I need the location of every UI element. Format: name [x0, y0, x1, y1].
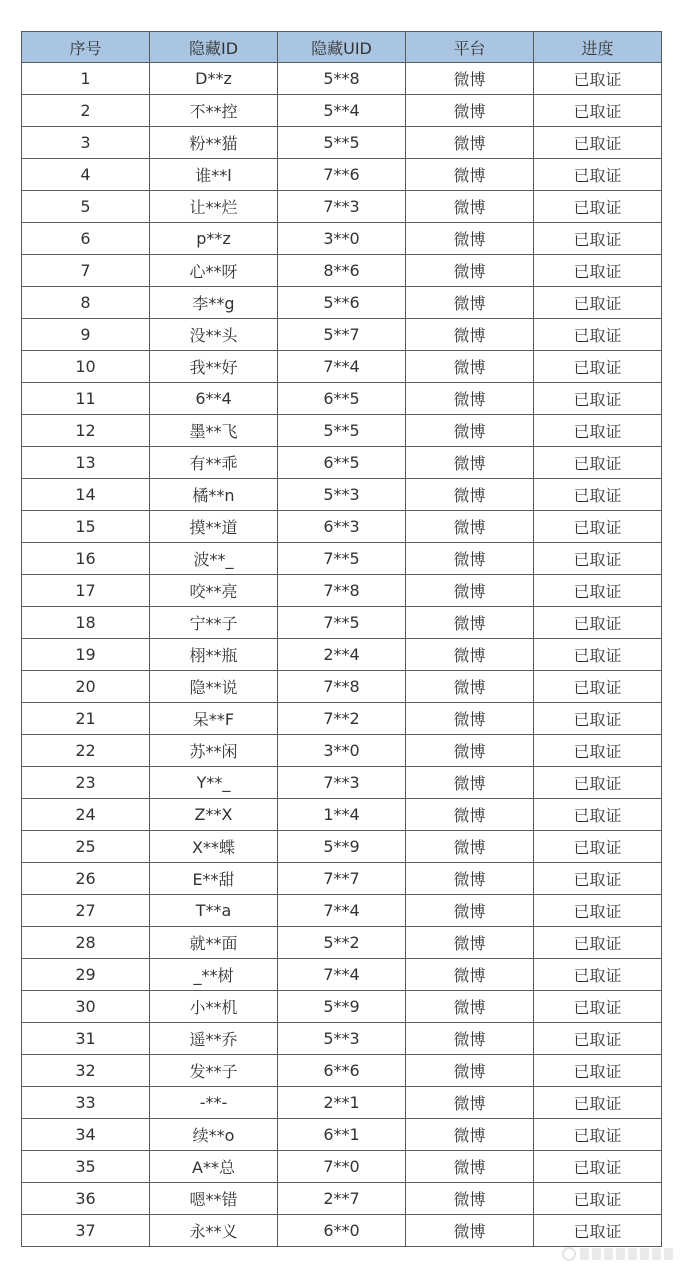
cell-index: 25: [22, 831, 150, 863]
cell-platform: 微博: [406, 319, 534, 351]
cell-platform: 微博: [406, 1023, 534, 1055]
cell-hidden-id: 苏**闲: [150, 735, 278, 767]
table-row: [22, 479, 662, 511]
cell-platform: 微博: [406, 191, 534, 223]
cell-progress: 已取证: [534, 607, 662, 639]
cell-hidden-uid: 3**0: [278, 735, 406, 767]
cell-index: 3: [22, 127, 150, 159]
cell-hidden-uid: 7**2: [278, 703, 406, 735]
cell-index: 36: [22, 1183, 150, 1215]
cell-platform: 微博: [406, 223, 534, 255]
cell-hidden-id: 波**_: [150, 543, 278, 575]
cell-platform: 微博: [406, 895, 534, 927]
table-row: [22, 447, 662, 479]
cell-platform: 微博: [406, 863, 534, 895]
cell-hidden-id: 永**义: [150, 1215, 278, 1247]
cell-index: 14: [22, 479, 150, 511]
cell-hidden-uid: 7**4: [278, 959, 406, 991]
cell-hidden-id: 嗯**错: [150, 1183, 278, 1215]
cell-platform: 微博: [406, 1215, 534, 1247]
cell-index: 17: [22, 575, 150, 607]
table-row: [22, 1183, 662, 1215]
cell-platform: 微博: [406, 639, 534, 671]
cell-platform: 微博: [406, 799, 534, 831]
cell-hidden-id: 遥**乔: [150, 1023, 278, 1055]
cell-platform: 微博: [406, 575, 534, 607]
cell-index: 5: [22, 191, 150, 223]
cell-index: 27: [22, 895, 150, 927]
cell-index: 31: [22, 1023, 150, 1055]
cell-hidden-id: 让**烂: [150, 191, 278, 223]
header-hidden-uid: 隐藏UID: [278, 32, 406, 63]
table-row: [22, 159, 662, 191]
header-hidden-id: 隐藏ID: [150, 32, 278, 63]
cell-platform: 微博: [406, 1151, 534, 1183]
table-row: [22, 351, 662, 383]
cell-progress: 已取证: [534, 831, 662, 863]
table-row: [22, 767, 662, 799]
document-page: [21, 31, 661, 1247]
cell-hidden-uid: 6**5: [278, 447, 406, 479]
table-row: [22, 959, 662, 991]
cell-platform: 微博: [406, 767, 534, 799]
cell-platform: 微博: [406, 159, 534, 191]
table-row: [22, 1023, 662, 1055]
cell-hidden-id: _**树: [150, 959, 278, 991]
cell-index: 11: [22, 383, 150, 415]
records-table: [21, 31, 662, 1247]
cell-progress: 已取证: [534, 767, 662, 799]
cell-hidden-id: X**蝶: [150, 831, 278, 863]
cell-progress: 已取证: [534, 959, 662, 991]
cell-index: 7: [22, 255, 150, 287]
cell-hidden-uid: 7**3: [278, 767, 406, 799]
cell-hidden-id: 宁**子: [150, 607, 278, 639]
cell-platform: 微博: [406, 287, 534, 319]
cell-progress: 已取证: [534, 63, 662, 95]
cell-platform: 微博: [406, 543, 534, 575]
cell-hidden-uid: 6**0: [278, 1215, 406, 1247]
cell-platform: 微博: [406, 607, 534, 639]
cell-hidden-uid: 7**0: [278, 1151, 406, 1183]
cell-hidden-uid: 2**1: [278, 1087, 406, 1119]
cell-index: 1: [22, 63, 150, 95]
header-index: 序号: [22, 32, 150, 63]
table-row: [22, 511, 662, 543]
cell-index: 12: [22, 415, 150, 447]
cell-progress: 已取证: [534, 511, 662, 543]
cell-platform: 微博: [406, 127, 534, 159]
cell-platform: 微博: [406, 1119, 534, 1151]
table-row: [22, 1119, 662, 1151]
cell-hidden-id: T**a: [150, 895, 278, 927]
cell-progress: 已取证: [534, 1087, 662, 1119]
table-row: [22, 831, 662, 863]
table-row: [22, 415, 662, 447]
cell-index: 30: [22, 991, 150, 1023]
table-row: [22, 319, 662, 351]
cell-progress: 已取证: [534, 863, 662, 895]
cell-index: 29: [22, 959, 150, 991]
cell-index: 2: [22, 95, 150, 127]
table-row: [22, 1055, 662, 1087]
cell-platform: 微博: [406, 1055, 534, 1087]
cell-progress: 已取证: [534, 1119, 662, 1151]
cell-progress: 已取证: [534, 927, 662, 959]
cell-hidden-uid: 7**4: [278, 351, 406, 383]
cell-hidden-uid: 5**7: [278, 319, 406, 351]
table-row: [22, 63, 662, 95]
header-platform: 平台: [406, 32, 534, 63]
cell-hidden-id: 不**控: [150, 95, 278, 127]
cell-platform: 微博: [406, 351, 534, 383]
cell-index: 18: [22, 607, 150, 639]
cell-progress: 已取证: [534, 1023, 662, 1055]
cell-index: 26: [22, 863, 150, 895]
cell-progress: 已取证: [534, 159, 662, 191]
cell-hidden-uid: 5**4: [278, 95, 406, 127]
table-row: [22, 191, 662, 223]
cell-hidden-id: 谁**l: [150, 159, 278, 191]
cell-hidden-uid: 7**4: [278, 895, 406, 927]
cell-progress: 已取证: [534, 191, 662, 223]
cell-index: 13: [22, 447, 150, 479]
cell-hidden-id: Y**_: [150, 767, 278, 799]
cell-progress: 已取证: [534, 639, 662, 671]
table-row: [22, 1151, 662, 1183]
cell-hidden-uid: 7**6: [278, 159, 406, 191]
cell-platform: 微博: [406, 447, 534, 479]
cell-platform: 微博: [406, 255, 534, 287]
cell-platform: 微博: [406, 831, 534, 863]
cell-hidden-id: 续**o: [150, 1119, 278, 1151]
table-row: [22, 895, 662, 927]
table-row: [22, 543, 662, 575]
cell-hidden-id: p**z: [150, 223, 278, 255]
cell-progress: 已取证: [534, 479, 662, 511]
weibo-watermark: [562, 1247, 673, 1261]
cell-hidden-uid: 1**4: [278, 799, 406, 831]
watermark-text: [580, 1248, 673, 1260]
cell-index: 20: [22, 671, 150, 703]
cell-index: 21: [22, 703, 150, 735]
cell-hidden-uid: 5**8: [278, 63, 406, 95]
cell-progress: 已取证: [534, 1151, 662, 1183]
table-row: [22, 863, 662, 895]
table-body: [22, 63, 662, 1247]
cell-index: 32: [22, 1055, 150, 1087]
cell-platform: 微博: [406, 415, 534, 447]
cell-index: 19: [22, 639, 150, 671]
cell-progress: 已取证: [534, 1215, 662, 1247]
cell-platform: 微博: [406, 671, 534, 703]
cell-progress: 已取证: [534, 447, 662, 479]
cell-index: 6: [22, 223, 150, 255]
cell-hidden-id: -**-: [150, 1087, 278, 1119]
cell-hidden-id: 没**头: [150, 319, 278, 351]
table-row: [22, 127, 662, 159]
header-progress: 进度: [534, 32, 662, 63]
cell-hidden-id: 粉**猫: [150, 127, 278, 159]
cell-hidden-uid: 5**6: [278, 287, 406, 319]
cell-index: 24: [22, 799, 150, 831]
cell-index: 23: [22, 767, 150, 799]
cell-hidden-id: 心**呀: [150, 255, 278, 287]
cell-hidden-id: 呆**F: [150, 703, 278, 735]
cell-progress: 已取证: [534, 127, 662, 159]
cell-progress: 已取证: [534, 383, 662, 415]
cell-hidden-id: 隐**说: [150, 671, 278, 703]
cell-platform: 微博: [406, 1183, 534, 1215]
cell-hidden-uid: 6**3: [278, 511, 406, 543]
cell-platform: 微博: [406, 735, 534, 767]
cell-index: 15: [22, 511, 150, 543]
cell-hidden-uid: 5**9: [278, 831, 406, 863]
table-row: [22, 639, 662, 671]
cell-platform: 微博: [406, 479, 534, 511]
cell-progress: 已取证: [534, 95, 662, 127]
table-row: [22, 671, 662, 703]
table-row: [22, 927, 662, 959]
cell-progress: 已取证: [534, 287, 662, 319]
cell-hidden-id: 就**面: [150, 927, 278, 959]
cell-progress: 已取证: [534, 255, 662, 287]
table-row: [22, 607, 662, 639]
cell-hidden-uid: 8**6: [278, 255, 406, 287]
cell-progress: 已取证: [534, 223, 662, 255]
cell-hidden-id: 6**4: [150, 383, 278, 415]
cell-progress: 已取证: [534, 543, 662, 575]
table-row: [22, 95, 662, 127]
cell-index: 33: [22, 1087, 150, 1119]
cell-platform: 微博: [406, 63, 534, 95]
cell-index: 10: [22, 351, 150, 383]
cell-hidden-uid: 7**7: [278, 863, 406, 895]
cell-progress: 已取证: [534, 991, 662, 1023]
cell-progress: 已取证: [534, 735, 662, 767]
weibo-logo-icon: [562, 1247, 576, 1261]
cell-hidden-uid: 2**4: [278, 639, 406, 671]
cell-progress: 已取证: [534, 799, 662, 831]
table-row: [22, 255, 662, 287]
cell-platform: 微博: [406, 959, 534, 991]
cell-progress: 已取证: [534, 319, 662, 351]
cell-hidden-uid: 7**5: [278, 607, 406, 639]
table-row: [22, 1087, 662, 1119]
cell-hidden-id: 栩**瓶: [150, 639, 278, 671]
cell-hidden-id: 咬**亮: [150, 575, 278, 607]
table-row: [22, 703, 662, 735]
cell-progress: 已取证: [534, 1055, 662, 1087]
cell-hidden-id: 小**机: [150, 991, 278, 1023]
cell-hidden-uid: 5**5: [278, 127, 406, 159]
cell-hidden-id: 墨**飞: [150, 415, 278, 447]
cell-progress: 已取证: [534, 1183, 662, 1215]
cell-hidden-id: E**甜: [150, 863, 278, 895]
cell-platform: 微博: [406, 927, 534, 959]
cell-hidden-id: 摸**道: [150, 511, 278, 543]
cell-index: 37: [22, 1215, 150, 1247]
table-header-row: [22, 32, 662, 63]
cell-hidden-uid: 5**9: [278, 991, 406, 1023]
cell-progress: 已取证: [534, 703, 662, 735]
cell-platform: 微博: [406, 383, 534, 415]
cell-progress: 已取证: [534, 415, 662, 447]
cell-platform: 微博: [406, 991, 534, 1023]
cell-hidden-id: 有**乖: [150, 447, 278, 479]
cell-hidden-uid: 5**2: [278, 927, 406, 959]
table-row: [22, 991, 662, 1023]
cell-index: 28: [22, 927, 150, 959]
cell-index: 35: [22, 1151, 150, 1183]
cell-hidden-uid: 7**3: [278, 191, 406, 223]
cell-index: 8: [22, 287, 150, 319]
cell-hidden-id: 发**子: [150, 1055, 278, 1087]
table-row: [22, 223, 662, 255]
cell-hidden-id: 李**g: [150, 287, 278, 319]
cell-hidden-id: 我**好: [150, 351, 278, 383]
cell-progress: 已取证: [534, 895, 662, 927]
cell-progress: 已取证: [534, 575, 662, 607]
cell-progress: 已取证: [534, 351, 662, 383]
cell-hidden-id: D**z: [150, 63, 278, 95]
cell-index: 16: [22, 543, 150, 575]
cell-hidden-id: A**总: [150, 1151, 278, 1183]
cell-hidden-uid: 5**3: [278, 1023, 406, 1055]
cell-hidden-uid: 7**8: [278, 575, 406, 607]
cell-platform: 微博: [406, 1087, 534, 1119]
table-row: [22, 383, 662, 415]
cell-hidden-uid: 7**8: [278, 671, 406, 703]
cell-hidden-uid: 2**7: [278, 1183, 406, 1215]
cell-hidden-id: 橘**n: [150, 479, 278, 511]
cell-platform: 微博: [406, 703, 534, 735]
table-row: [22, 735, 662, 767]
cell-hidden-uid: 6**6: [278, 1055, 406, 1087]
cell-index: 9: [22, 319, 150, 351]
cell-index: 22: [22, 735, 150, 767]
cell-hidden-uid: 3**0: [278, 223, 406, 255]
table-row: [22, 799, 662, 831]
cell-hidden-id: Z**X: [150, 799, 278, 831]
table-row: [22, 575, 662, 607]
cell-platform: 微博: [406, 511, 534, 543]
cell-hidden-uid: 5**3: [278, 479, 406, 511]
table-row: [22, 1215, 662, 1247]
cell-hidden-uid: 7**5: [278, 543, 406, 575]
cell-index: 4: [22, 159, 150, 191]
cell-hidden-uid: 5**5: [278, 415, 406, 447]
table-row: [22, 287, 662, 319]
cell-hidden-uid: 6**5: [278, 383, 406, 415]
cell-index: 34: [22, 1119, 150, 1151]
cell-platform: 微博: [406, 95, 534, 127]
cell-hidden-uid: 6**1: [278, 1119, 406, 1151]
cell-progress: 已取证: [534, 671, 662, 703]
